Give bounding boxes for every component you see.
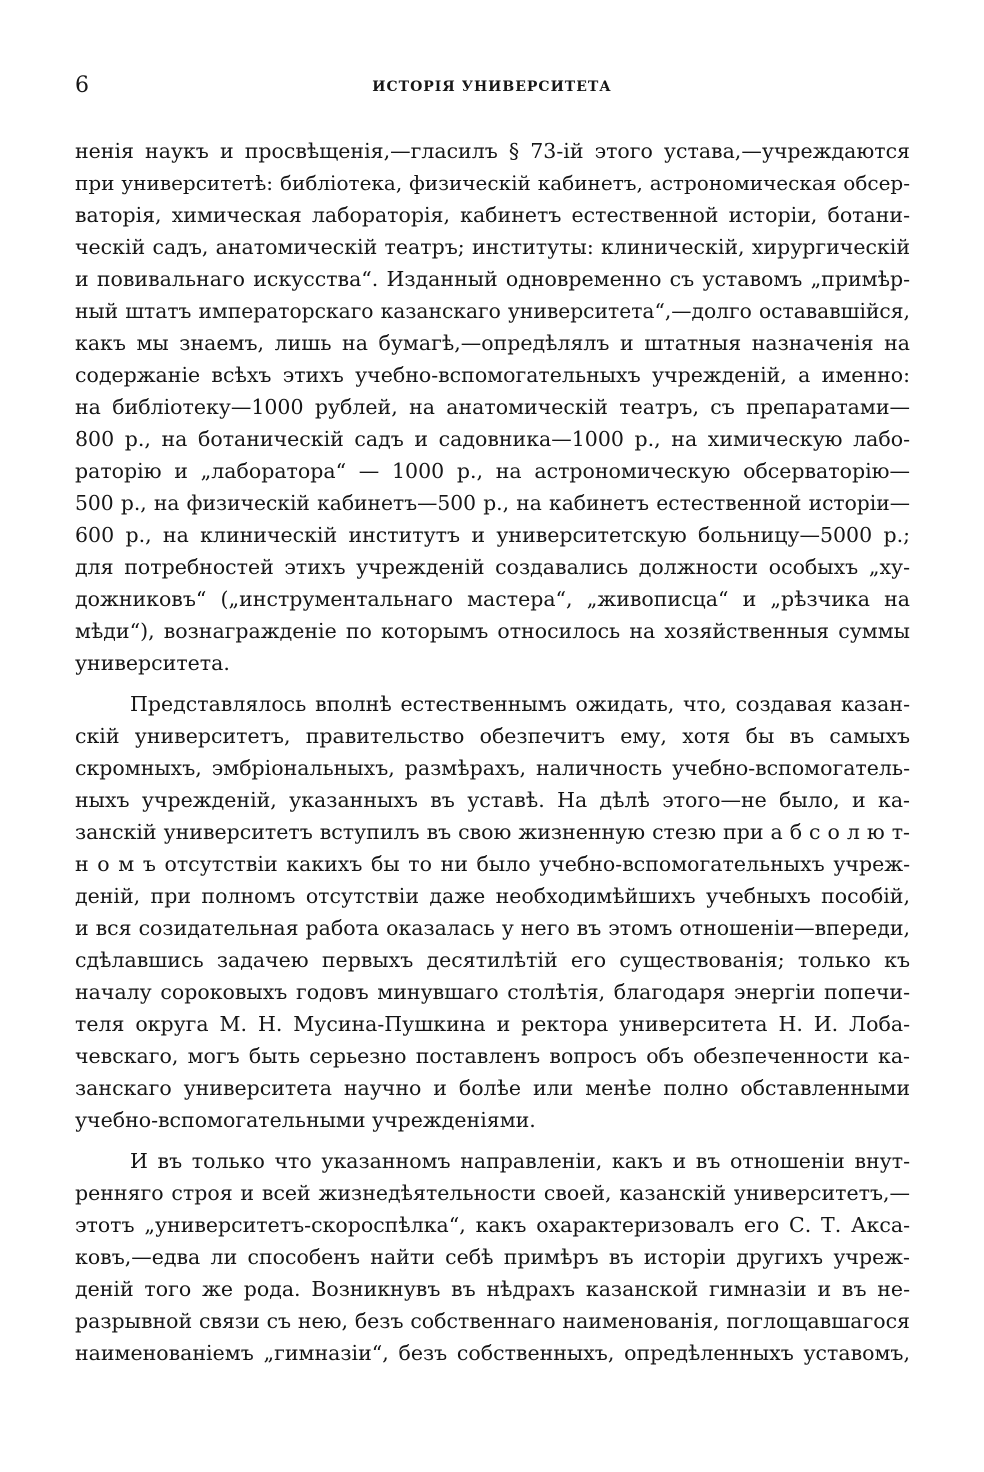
paragraph-spacer <box>75 1136 910 1145</box>
text-line: учебно-вспомогательными учрежденіями. <box>75 1108 536 1132</box>
paragraph-3 <box>75 1145 910 1369</box>
text-line: И въ только что указанномъ направленіи, какъ и въ отношеніи внут- <box>130 1149 910 1173</box>
text-line: занскаго университета научно и болѣе или менѣе полно обставленными <box>75 1076 910 1100</box>
text-line: занскій университетъ вступилъ въ свою жизненную стезю при а б с о л ю т- <box>75 820 910 844</box>
paragraph-1 <box>75 135 910 679</box>
text-line: ваторія, химическая лабораторія, кабинетъ естественной исторіи, ботани- <box>75 203 910 227</box>
text-line: 800 р., на ботаническій садъ и садовника—1000 р., на химическую лабо- <box>75 427 910 451</box>
text-line: на библіотеку—1000 рублей, на анатомическій театръ, съ препаратами— <box>75 395 910 419</box>
text-line: при университетѣ: библіотека, физическій кабинетъ, астрономическая обсер- <box>75 171 910 195</box>
text-line: теля округа М. Н. Мусина-Пушкина и ректора университета Н. И. Лоба- <box>75 1012 910 1036</box>
text-line: 500 р., на физическій кабинетъ—500 р., на кабинетъ естественной исторіи— <box>75 491 910 515</box>
text-line: университета. <box>75 651 230 675</box>
text-line: ненія наукъ и просвѣщенія,—гласилъ § 73-ій этого устава,—учреждаются <box>75 139 910 163</box>
text-line: наименованіемъ „гимназіи“, безъ собственныхъ, опредѣленныхъ уставомъ, <box>75 1341 910 1365</box>
text-line: н о м ъ отсутствіи какихъ бы то ни было учебно-вспомогательныхъ учреж- <box>75 852 910 876</box>
text-line: сдѣлавшись задачею первыхъ десятилѣтій его существованія; только къ <box>75 948 910 972</box>
text-line: ныхъ учрежденій, указанныхъ въ уставѣ. На дѣлѣ этого—не было, и ка- <box>75 788 910 812</box>
text-line: деній, при полномъ отсутствіи даже необходимѣйшихъ учебныхъ пособій, <box>75 884 910 908</box>
page-number: 6 <box>75 73 89 98</box>
text-line: деній того же рода. Возникнувъ въ нѣдрахъ казанской гимназіи и въ не- <box>75 1277 910 1301</box>
text-line: скій университетъ, правительство обезпечитъ ему, хотя бы въ самыхъ <box>75 724 910 748</box>
text-line: 600 р., на клиническій институтъ и университетскую больницу—5000 р.; <box>75 523 910 547</box>
text-line: ческій садъ, анатомическій театръ; институты: клиническій, хирургическій <box>75 235 910 259</box>
text-line: какъ мы знаемъ, лишь на бумагѣ,—опредѣлялъ и штатныя назначенія на <box>75 331 910 355</box>
text-line: раторію и „лаборатора“ — 1000 р., на астрономическую обсерваторію— <box>75 459 910 483</box>
text-line: и повивальнаго искусства“. Изданный одновременно съ уставомъ „примѣр- <box>75 267 910 291</box>
text-line: началу сороковыхъ годовъ минувшаго столѣтія, благодаря энергіи попечи- <box>75 980 910 1004</box>
running-title: ИСТОРІЯ УНИВЕРСИТЕТА <box>372 79 612 95</box>
body-text <box>75 135 910 1369</box>
text-line: скромныхъ, эмбріональныхъ, размѣрахъ, наличность учебно-вспомогатель- <box>75 756 910 780</box>
text-line: мѣди“), вознагражденіе по которымъ относилось на хозяйственныя суммы <box>75 619 910 643</box>
text-line: ренняго строя и всей жизнедѣятельности своей, казанскій университетъ,— <box>75 1181 910 1205</box>
paragraph-spacer <box>75 679 910 688</box>
text-line: ный штатъ императорскаго казанскаго университета“,—долго остававшійся, <box>75 299 910 323</box>
text-line: ковъ,—едва ли способенъ найти себѣ примѣръ въ исторіи другихъ учреж- <box>75 1245 910 1269</box>
text-line: дожниковъ“ („инструментальнаго мастера“, „живописца“ и „рѣзчика на <box>75 587 910 611</box>
text-line: содержаніе всѣхъ этихъ учебно-вспомогательныхъ учрежденій, а именно: <box>75 363 910 387</box>
paragraph-2 <box>75 688 910 1136</box>
text-line: чевскаго, могъ быть серьезно поставленъ вопросъ объ обезпеченности ка- <box>75 1044 910 1068</box>
text-line: для потребностей этихъ учрежденій создавались должности особыхъ „ху- <box>75 555 910 579</box>
text-line: и вся созидательная работа оказалась у него въ этомъ отношеніи—впереди, <box>75 916 910 940</box>
text-line: Представлялось вполнѣ естественнымъ ожидать, что, создавая казан- <box>130 692 910 716</box>
text-line: разрывной связи съ нею, безъ собственнаго наименованія, поглощавшагося <box>75 1309 910 1333</box>
text-line: этотъ „университетъ-скороспѣлка“, какъ охарактеризовалъ его С. Т. Акса- <box>75 1213 910 1237</box>
